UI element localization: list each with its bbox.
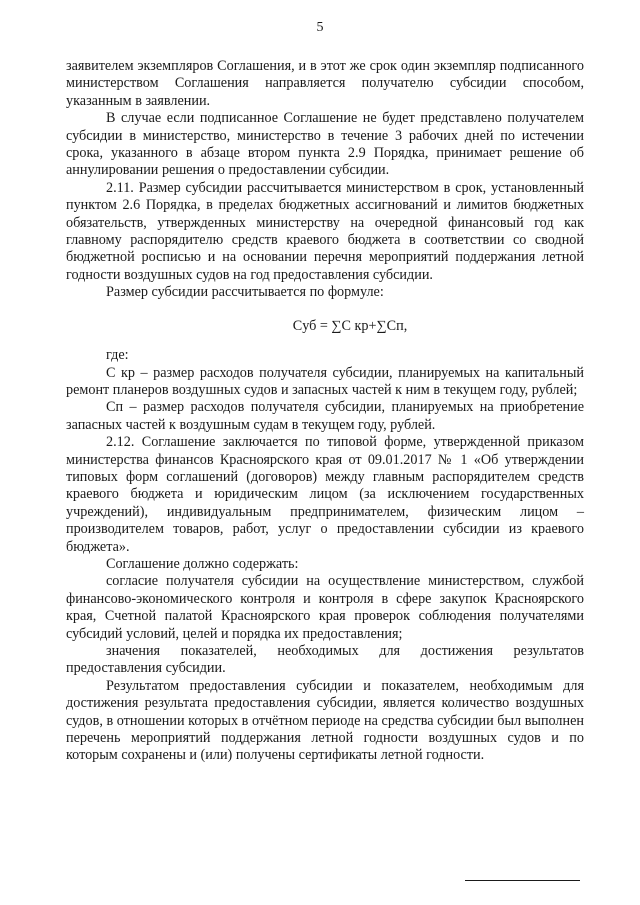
page-number: 5 xyxy=(316,20,324,35)
paragraph: В случае если подписанное Соглашение не будет представлено получателем субсидии в министерство, министерство в течение 3 рабочих дней по истечении срока, указанного в абзаце втором пункта 2.9 Порядка, принимает решение об аннулировании решения о предоставлении субсидии. xyxy=(66,110,584,179)
paragraph: заявителем экземпляров Соглашения, и в этот же срок один экземпляр подписанного министерством Соглашения направляется получателю субсидии способом, указанным в заявлении. xyxy=(66,58,584,109)
paragraph: Cп – размер расходов получателя субсидии, планируемых на приобретение запасных частей к воздушным судам в текущем году, рублей. xyxy=(66,399,584,433)
paragraph: Размер субсидии рассчитывается по формуле: xyxy=(106,284,384,301)
subsidy-formula: Cуб = ∑C кр+∑Cп, xyxy=(292,317,408,334)
paragraph: 2.11. Размер субсидии рассчитывается министерством в срок, установленный пунктом 2.6 Порядка, в пределах бюджетных ассигнований и лимитов бюджетных обязательств, утвержденных министерству на очередной финансовый год как главному распорядителю средств краевого бюджета в соответствии со сводной бюджетной росписью и на основании перечня мероприятий поддержания летной годности воздушных судов на год предоставления субсидии. xyxy=(66,179,584,283)
paragraph: значения показателей, необходимых для достижения результатов предоставления субсидии. xyxy=(66,643,584,677)
document-body xyxy=(66,58,584,765)
paragraph: где: xyxy=(106,347,129,364)
paragraph: Результатом предоставления субсидии и показателем, необходимым для достижения результата предоставления субсидии, является количество воздушных судов, в отношении которых в отчётном периоде на средства субсидии был выполнен перечень мероприятий поддержания летной годности воздушных судов и по которым сохранены и (или) получены сертификаты летной годности. xyxy=(66,677,584,764)
paragraph: 2.12. Соглашение заключается по типовой форме, утвержденной приказом министерства финансов Красноярского края от 09.01.2017 № 1 «Об утверждении типовых форм соглашений (договоров) между главным распорядителем средств краевого бюджета и юридическим лицом (за исключением государственных учреждений), индивидуальным предпринимателем, физическим лицом – производителем товаров, работ, услуг о предоставлении субсидии из краевого бюджета». xyxy=(66,434,584,555)
paragraph: Соглашение должно содержать: xyxy=(106,555,299,572)
paragraph: согласие получателя субсидии на осуществление министерством, службой финансово-экономического контроля и контроля в сфере закупок Красноярского края, Счетной палатой Красноярского края проверок соблюдения получателями субсидий условий, целей и порядка их предоставления; xyxy=(66,573,584,642)
footer-rule xyxy=(465,880,580,881)
paragraph: C кр – размер расходов получателя субсидии, планируемых на капитальный ремонт планеров воздушных судов и запасных частей к ним в текущем году, рублей; xyxy=(66,364,584,398)
